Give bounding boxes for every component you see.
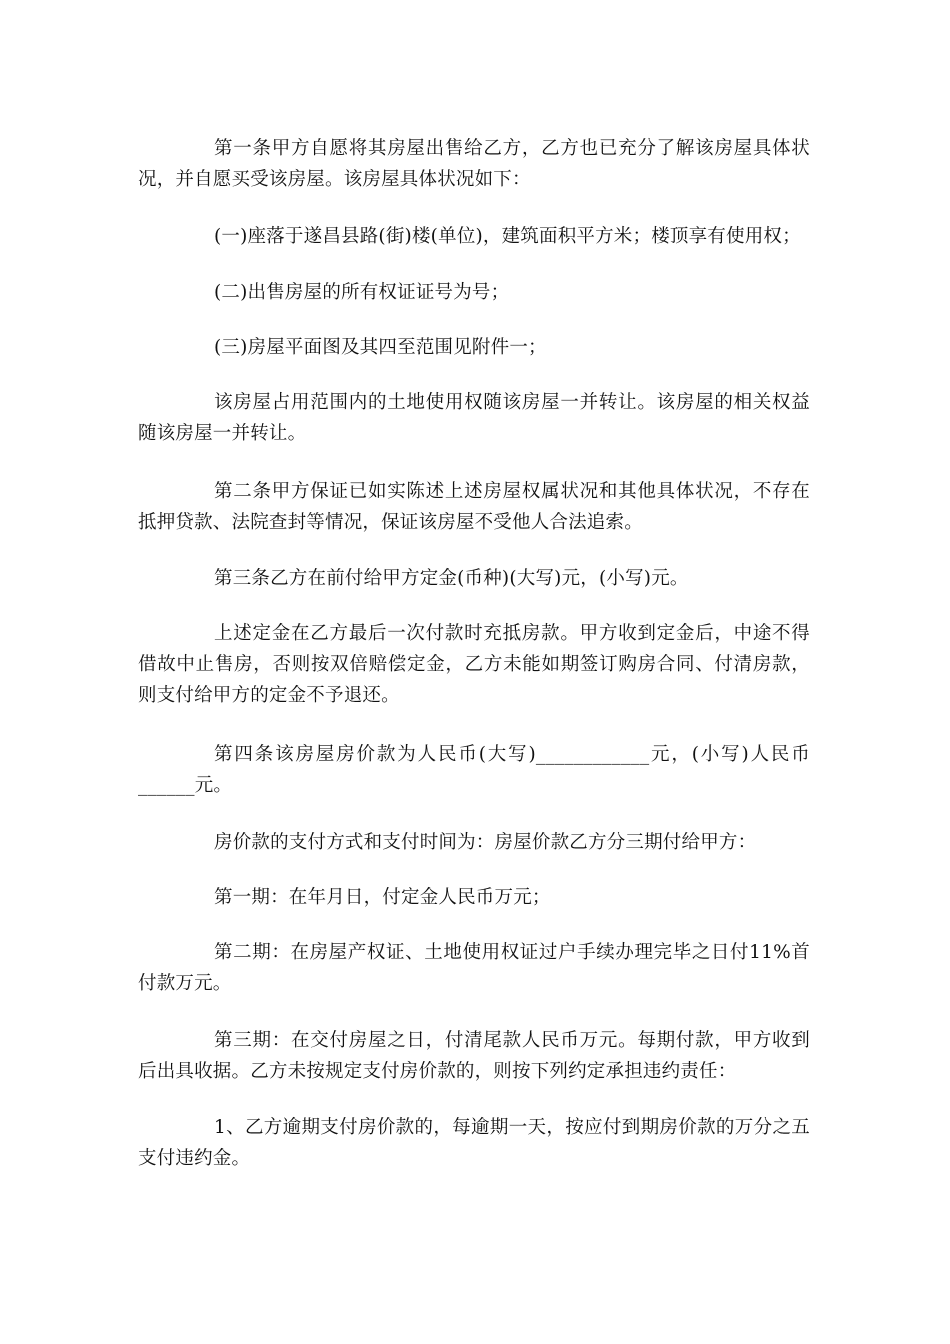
paragraph-item-2: (二)出售房屋的所有权证证号为号；: [214, 282, 510, 303]
paragraph-article-1: 第一条甲方自愿将其房屋出售给乙方，乙方也已充分了解该房屋具体状况，并自愿买受该房屋。该房屋具体状况如下：: [138, 138, 810, 190]
paragraph-penalty-1: 1、乙方逾期支付房价款的，每逾期一天，按应付到期房价款的万分之五支付违约金。: [138, 1117, 810, 1169]
paragraph-article-3: 第三条乙方在前付给甲方定金(币种)(大写)元，(小写)元。: [214, 568, 689, 589]
paragraph-article-2: 第二条甲方保证已如实陈述上述房屋权属状况和其他具体状况，不存在抵押贷款、法院查封等情况，保证该房屋不受他人合法追索。: [138, 481, 810, 533]
paragraph-phase-1: 第一期：在年月日，付定金人民币万元；: [214, 887, 551, 908]
paragraph-phase-2: 第二期：在房屋产权证、土地使用权证过户手续办理完毕之日付11%首付款万元。: [138, 942, 810, 994]
paragraph-phase-3: 第三期：在交付房屋之日，付清尾款人民币万元。每期付款，甲方收到后出具收据。乙方未按规定支付房价款的，则按下列约定承担违约责任：: [138, 1030, 810, 1082]
paragraph-article-4: 第四条该房屋房价款为人民币(大写)____________元，(小写)人民币______元。: [138, 744, 810, 796]
paragraph-item-3: (三)房屋平面图及其四至范围见附件一；: [214, 337, 547, 358]
paragraph-deposit: 上述定金在乙方最后一次付款时充抵房款。甲方收到定金后，中途不得借故中止售房，否则按双倍赔偿定金，乙方未能如期签订购房合同、付清房款，则支付给甲方的定金不予退还。: [138, 623, 810, 706]
paragraph-payment-method: 房价款的支付方式和支付时间为：房屋价款乙方分三期付给甲方：: [214, 832, 757, 853]
paragraph-item-1: (一)座落于遂昌县路(街)楼(单位)，建筑面积平方米；楼顶享有使用权；: [214, 226, 801, 247]
paragraph-land-use: 该房屋占用范围内的土地使用权随该房屋一并转让。该房屋的相关权益随该房屋一并转让。: [138, 392, 810, 444]
